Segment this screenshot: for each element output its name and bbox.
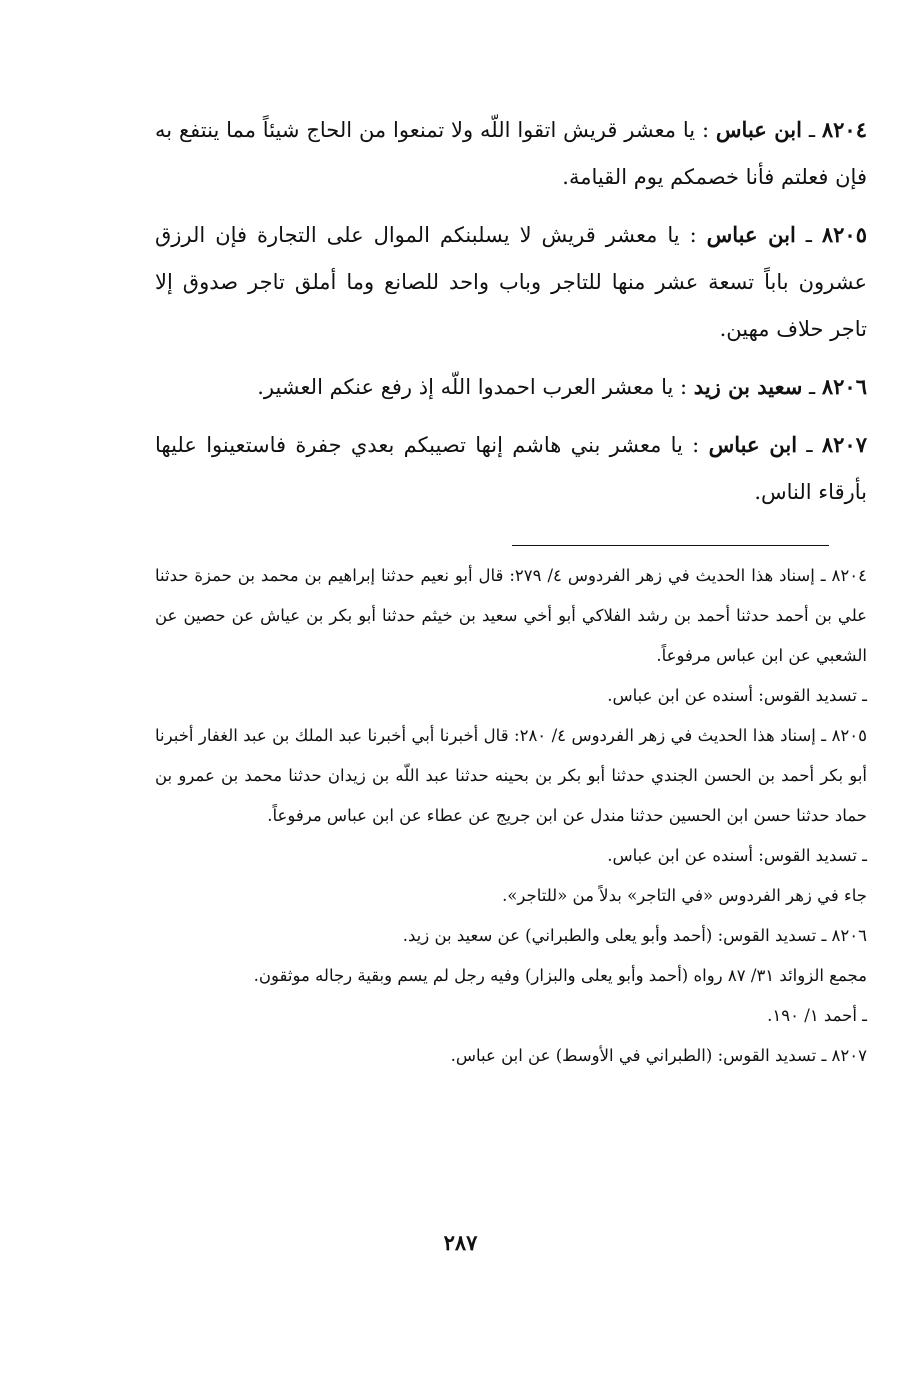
hadith-text: : يا معشر قريش لا يسلبنكم الموال على التجارة فإن الرزق عشرون باباً تسعة عشر منها للتاجر وباب واحد للصانع وما أملق تاجر صدوق إلا تاجر حلاف مهين. xyxy=(155,223,867,341)
hadith-text: : يا معشر قريش اتقوا اللّه ولا تمنعوا من الحاج شيئاً مما ينتفع به فإن فعلتم فأنا خصمكم يوم القيامة. xyxy=(155,118,867,189)
narrator-name: ابن عباس xyxy=(706,222,796,247)
hadith-8205: ٨٢٠٥ ـ ابن عباس : يا معشر قريش لا يسلبنكم الموال على التجارة فإن الرزق عشرون باباً تسعة عشر منها للتاجر وباب واحد للصانع وما أملق تاجر صدوق إلا تاجر حلاف مهين. xyxy=(155,222,867,341)
hadith-number: ٨٢٠٤ xyxy=(821,117,867,142)
footnote-8204: ٨٢٠٤ ـ إسناد هذا الحديث في زهر الفردوس ٤/ ٢٧٩: قال أبو نعيم حدثنا إبراهيم بن محمد بن حمزة حدثنا علي بن أحمد حدثنا أحمد بن رشد الفلاكي أبو أخي سعيد بن خيثم حدثنا أبو بكر بن عياش عن حصين عن الشعبي عن ابن عباس مرفوعاً. xyxy=(155,566,867,665)
hadith-text: : يا معشر العرب احمدوا اللّه إذ رفع عنكم العشير. xyxy=(257,375,688,399)
hadith-8207: ٨٢٠٧ ـ ابن عباس : يا معشر بني هاشم إنها تصيبكم بعدي جفرة فاستعينوا عليها بأرقاء الناس. xyxy=(155,432,867,504)
footnote-8207: ٨٢٠٧ ـ تسديد القوس: (الطبراني في الأوسط) عن ابن عباس. xyxy=(450,1046,867,1065)
hadith-8204: ٨٢٠٤ ـ ابن عباس : يا معشر قريش اتقوا اللّه ولا تمنعوا من الحاج شيئاً مما ينتفع به فإن فعلتم فأنا خصمكم يوم القيامة. xyxy=(155,117,867,189)
narrator-name: ابن عباس xyxy=(715,117,802,142)
footnote-8206: ٨٢٠٦ ـ تسديد القوس: (أحمد وأبو يعلى والطبراني) عن سعيد بن زيد. xyxy=(402,926,867,945)
hadith-number: ٨٢٠٦ xyxy=(821,374,867,399)
narrator-name: سعيد بن زيد xyxy=(693,374,803,399)
footnote-divider xyxy=(512,545,829,546)
footnote-8205-tasdid: ـ تسديد القوس: أسنده عن ابن عباس. xyxy=(607,846,867,865)
page-number: ٢٨٧ xyxy=(443,1230,478,1255)
footnotes xyxy=(155,556,867,1076)
footnote-8205: ٨٢٠٥ ـ إسناد هذا الحديث في زهر الفردوس ٤/ ٢٨٠: قال أخبرنا أبي أخبرنا عبد الملك بن عبد الغفار أخبرنا أبو بكر أحمد بن الحسن الجندي حدثنا أبو بكر بن بحينه حدثنا عبد اللّه بن زيدان حدثنا محمد بن عمرو بن حماد حدثنا حسن ابن الحسين حدثنا مندل عن ابن جريج عن عطاء عن ابن عباس مرفوعاً. xyxy=(155,726,868,825)
hadith-number: ٨٢٠٥ xyxy=(821,222,867,247)
main-text xyxy=(155,106,867,516)
footnote-8205-variant: جاء في زهر الفردوس «في التاجر» بدلاً من «للتاجر». xyxy=(502,886,867,905)
hadith-number: ٨٢٠٧ xyxy=(821,432,867,457)
narrator-name: ابن عباس xyxy=(708,432,798,457)
footnote-8206-majma: مجمع الزوائد ٣١/ ٨٧ رواه (أحمد وأبو يعلى والبزار) وفيه رجل لم يسم وبقية رجاله موثقون. xyxy=(253,966,867,985)
footnote-8204-tasdid: ـ تسديد القوس: أسنده عن ابن عباس. xyxy=(607,686,867,705)
hadith-8206: ٨٢٠٦ ـ سعيد بن زيد : يا معشر العرب احمدوا اللّه إذ رفع عنكم العشير. xyxy=(257,374,867,399)
footnote-8206-ahmad: ـ أحمد ١/ ١٩٠. xyxy=(767,1006,867,1025)
hadith-text: : يا معشر بني هاشم إنها تصيبكم بعدي جفرة فاستعينوا عليها بأرقاء الناس. xyxy=(155,433,867,504)
